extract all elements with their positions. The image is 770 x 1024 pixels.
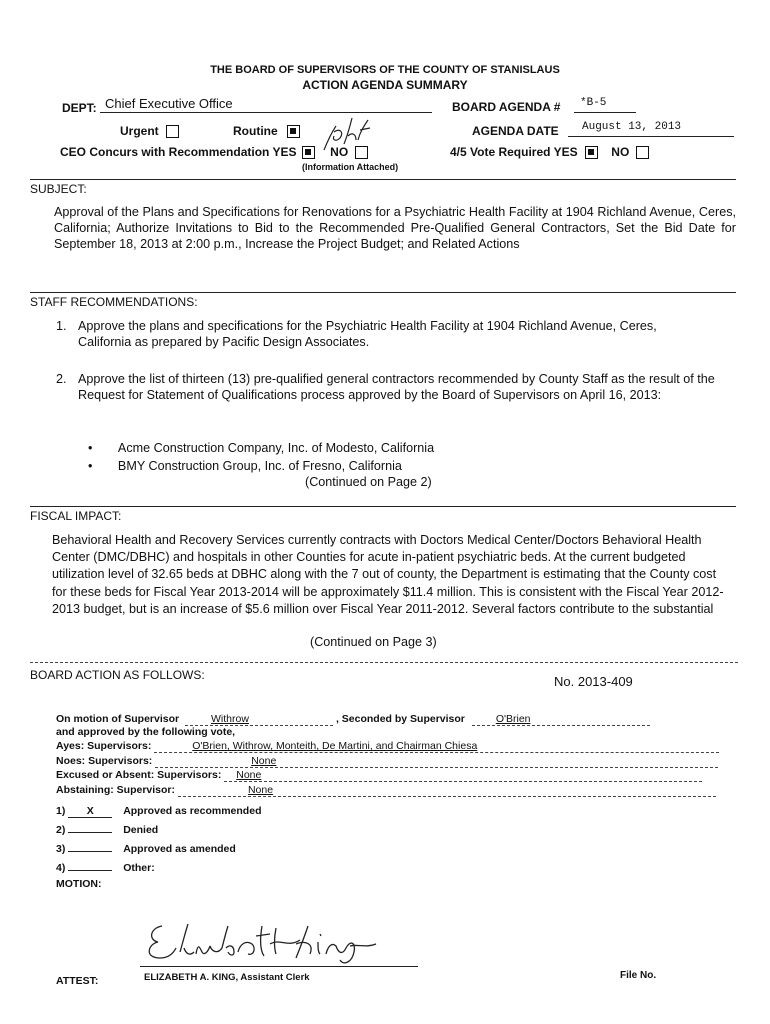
file-no-label: File No. xyxy=(620,970,657,981)
staff-divider xyxy=(30,292,736,293)
option-row[interactable]: 1) X Approved as recommended xyxy=(56,805,262,817)
dept-label: DEPT: xyxy=(62,101,97,115)
staff-label: STAFF RECOMMENDATIONS: xyxy=(30,295,198,309)
subject-label: SUBJECT: xyxy=(30,182,87,196)
staff-item-1-num: 1. xyxy=(56,319,67,333)
board-agenda-label: BOARD AGENDA # xyxy=(452,100,561,114)
bullet-icon: • xyxy=(88,441,93,455)
agenda-date-label: AGENDA DATE xyxy=(472,124,559,138)
board-action-label: BOARD ACTION AS FOLLOWS: xyxy=(30,668,205,682)
approved-line: and approved by the following vote, xyxy=(56,726,236,738)
motion-label: On motion of Supervisor xyxy=(56,713,180,725)
subject-divider xyxy=(30,179,736,180)
bullet-icon: • xyxy=(88,459,93,473)
fiscal-continued: (Continued on Page 3) xyxy=(310,635,437,649)
option-row[interactable]: 3) Approved as amended xyxy=(56,843,236,855)
motion-line xyxy=(56,713,746,726)
option-row[interactable]: 4) Other: xyxy=(56,862,155,874)
staff-item-2-text: Approve the list of thirteen (13) pre-qualified general contractors recommended by County Staff as the result of the Request for Statement of Qualifications process approved by the Board of Supervisors on April 16, 2013: xyxy=(78,372,715,402)
option-mark xyxy=(68,870,112,871)
ceo-no-label: NO xyxy=(330,145,349,159)
abstaining-value: None xyxy=(247,784,274,796)
ceo-concurs-field xyxy=(60,145,368,159)
routine-field xyxy=(233,124,300,138)
ceo-yes-checkbox[interactable] xyxy=(302,146,315,159)
ayes-line xyxy=(56,740,719,753)
urgent-field xyxy=(120,124,179,138)
subject-text: Approval of the Plans and Specifications for Renovations for a Psychiatric Health Facility at 1904 Richland Avenue, Ceres, California; Authorize Invitations to Bid to the Recommended Pre-Qualified General Contractors, Set the Bid Date for September 18, 2013 at 2:00 p.m., Increase the Project Budget; and Related Actions xyxy=(54,205,736,251)
vote-required-field xyxy=(450,145,649,159)
noes-line xyxy=(56,755,718,768)
motion-footer: MOTION: xyxy=(56,878,102,890)
vote-no-label: NO xyxy=(611,145,630,159)
board-agenda-value: *B-5 xyxy=(580,97,607,109)
bullet-list-item: • Acme Construction Company, Inc. of Modesto, California xyxy=(88,441,435,455)
bullet-list-item: • BMY Construction Group, Inc. of Fresno, California xyxy=(88,459,402,473)
option-mark: X xyxy=(68,805,112,818)
routine-label: Routine xyxy=(233,124,278,138)
excused-label: Excused or Absent: Supervisors: xyxy=(56,769,222,781)
clerk-signature xyxy=(140,918,380,970)
attest-signature-line xyxy=(140,966,418,967)
option-mark xyxy=(68,832,112,833)
vote-required-label: 4/5 Vote Required YES xyxy=(450,145,578,159)
abstaining-label: Abstaining: Supervisor: xyxy=(56,784,176,796)
ceo-concurs-label: CEO Concurs with Recommendation YES xyxy=(60,145,297,159)
excused-value: None xyxy=(236,769,262,781)
abstaining-line xyxy=(56,784,716,797)
clerk-name: ELIZABETH A. KING, Assistant Clerk xyxy=(144,972,310,983)
urgent-checkbox[interactable] xyxy=(166,125,179,138)
agenda-date-value: August 13, 2013 xyxy=(582,121,682,133)
excused-line xyxy=(56,769,702,782)
motion-value: Withrow xyxy=(211,713,249,725)
ayes-value: O'Brien, Withrow, Monteith, De Martini, and Chairman Chiesa xyxy=(192,740,478,752)
info-attached: (Information Attached) xyxy=(302,162,399,172)
staff-item-1-text: Approve the plans and specifications for the Psychiatric Health Facility at 1904 Richland Avenue, Ceres, California as prepared by Pacific Design Associates. xyxy=(78,319,657,349)
seconded-label: , Seconded by Supervisor xyxy=(335,713,465,725)
noes-value: None xyxy=(251,755,277,767)
fiscal-label: FISCAL IMPACT: xyxy=(30,509,122,523)
seconded-value: O'Brien xyxy=(495,713,531,725)
staff-item-2-num: 2. xyxy=(56,372,67,386)
ceo-no-checkbox[interactable] xyxy=(355,146,368,159)
header-line-1: THE BOARD OF SUPERVISORS OF THE COUNTY OF STANISLAUS xyxy=(210,64,560,76)
attest-label: ATTEST: xyxy=(56,975,99,987)
board-action-number: No. 2013-409 xyxy=(554,674,633,689)
agenda-date-underline xyxy=(568,136,734,137)
routine-checkbox[interactable] xyxy=(287,125,300,138)
vote-yes-checkbox[interactable] xyxy=(585,146,598,159)
fiscal-divider xyxy=(30,506,736,507)
urgent-label: Urgent xyxy=(120,124,159,138)
dept-value: Chief Executive Office xyxy=(105,96,233,111)
vote-no-checkbox[interactable] xyxy=(636,146,649,159)
dept-underline xyxy=(100,112,432,113)
noes-label: Noes: Supervisors: xyxy=(56,755,153,767)
board-agenda-underline xyxy=(574,112,636,113)
option-row[interactable]: 2) Denied xyxy=(56,824,159,836)
staff-continued: (Continued on Page 2) xyxy=(305,475,432,489)
board-action-divider xyxy=(30,662,738,663)
fiscal-text: Behavioral Health and Recovery Services currently contracts with Doctors Medical Center/Doctors Behavioral Health Center (DMC/DBHC) and hospitals in other Counties for acute in-patient psychiatric beds. At the current budgeted utilization level of 32.65 beds at DBHC along with the 7 out of county, the Department is estimating that the County cost for these beds for Fiscal Year 2013-2014 will be approximately $11.4 million. This is consistent with the Fiscal Year 2012-2013 budget, but is an increase of $5.6 million over Fiscal Year 2011-2012. Several factors contribute to the substantial xyxy=(52,533,724,616)
header-line-2: ACTION AGENDA SUMMARY xyxy=(302,78,468,92)
ayes-label: Ayes: Supervisors: xyxy=(56,740,152,752)
option-mark xyxy=(68,851,112,852)
